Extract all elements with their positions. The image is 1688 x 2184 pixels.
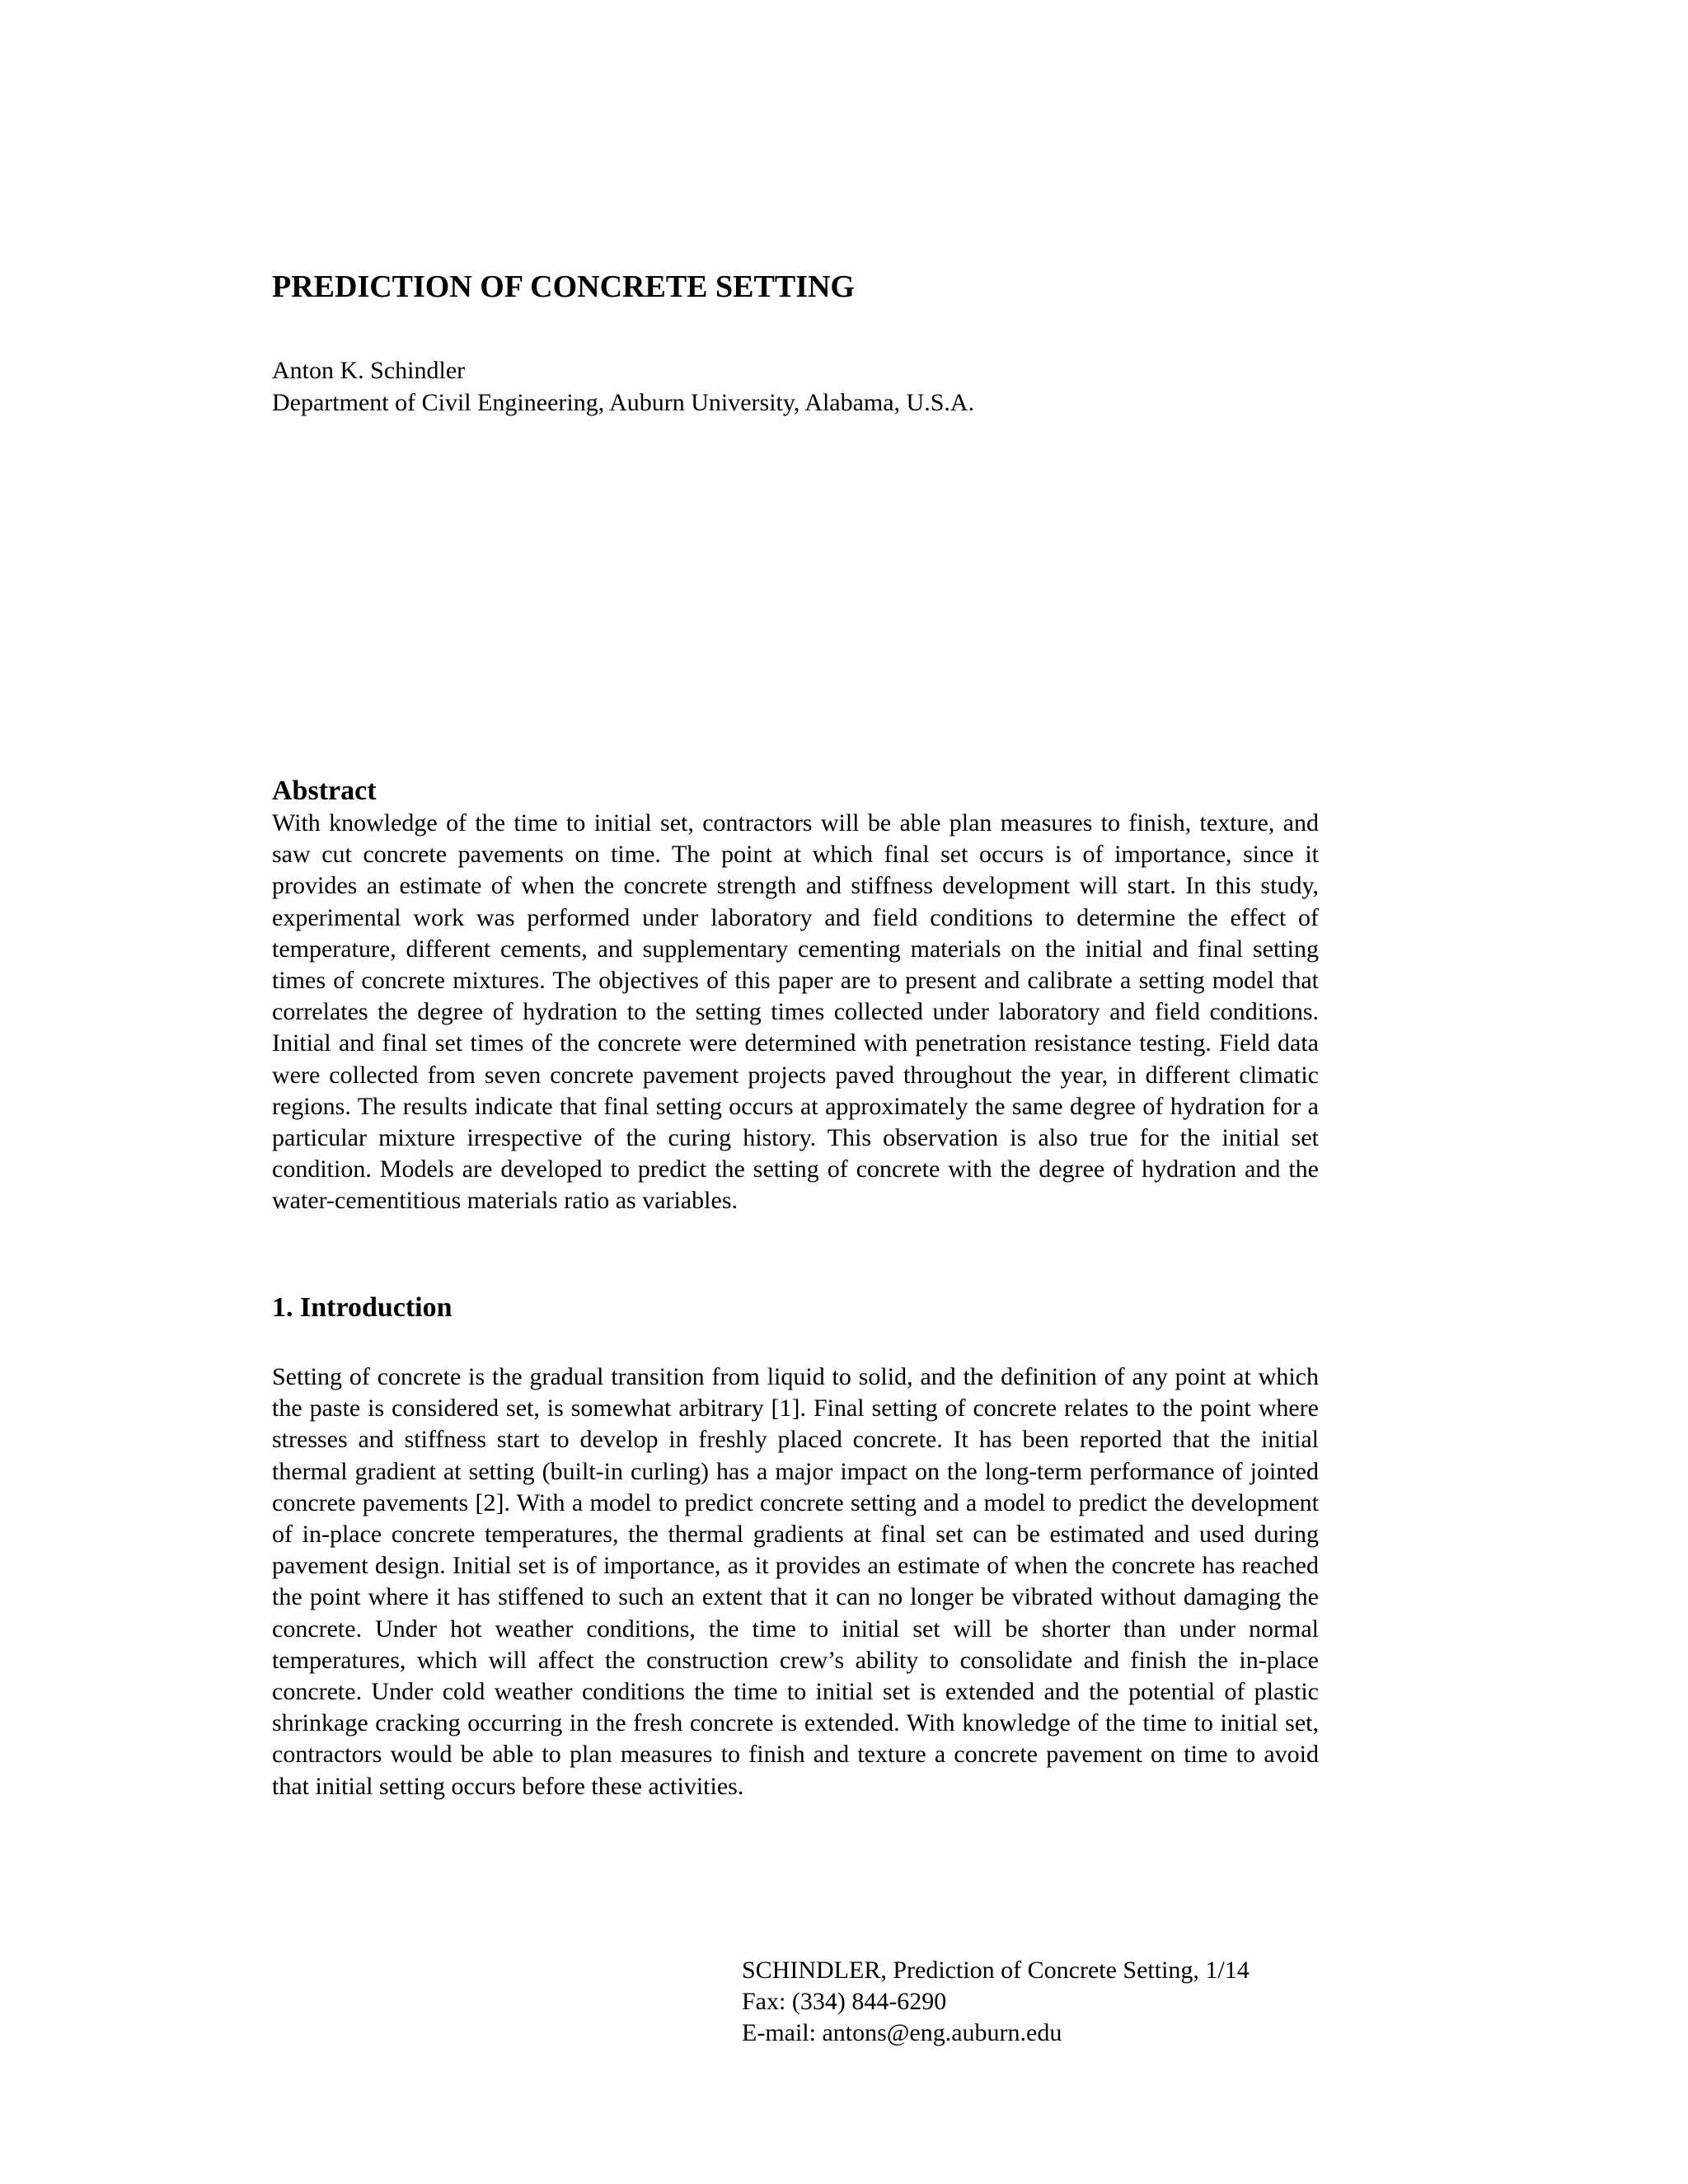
abstract-heading: Abstract — [272, 776, 377, 806]
email-line: E-mail: antons@eng.auburn.edu — [742, 2019, 1062, 2046]
author-affiliation: Department of Civil Engineering, Auburn University, Alabama, U.S.A. — [272, 389, 975, 416]
author-name: Anton K. Schindler — [272, 357, 466, 384]
running-head: SCHINDLER, Prediction of Concrete Setting, 1/14 — [742, 1957, 1250, 1984]
author-block — [272, 354, 974, 419]
fax-line: Fax: (334) 844-6290 — [742, 1988, 947, 2015]
introduction-heading: 1. Introduction — [272, 1292, 452, 1323]
page-footer — [742, 1955, 1250, 2049]
paper-title: PREDICTION OF CONCRETE SETTING — [272, 269, 855, 304]
introduction-paragraph: Setting of concrete is the gradual transition from liquid to solid, and the definition of any point at which the paste is considered set, is somewhat arbitrary [1]. Final setting of concrete relates to the point where stresses and stiffness start to develop in freshly placed concrete. It has been reported that the initial thermal gradient at setting (built-in curling) has a major impact on the long-term performance of jointed concrete pavements [2]. With a model to predict concrete setting and a model to predict the development of in-place concrete temperatures, the thermal gradients at final set can be estimated and used during pavement design. Initial set is of importance, as it provides an estimate of when the concrete has reached the point where it has stiffened to such an extent that it can no longer be vibrated without damaging the concrete. Under hot weather conditions, the time to initial set will be shorter than under normal temperatures, which will affect the construction crew’s ability to consolidate and finish the in-place concrete. Under cold weather conditions the time to initial set is extended and the potential of plastic shrinkage cracking occurring in the fresh concrete is extended. With knowledge of the time to initial set, contractors would be able to plan measures to finish and texture a concrete pavement on time to avoid that initial setting occurs before these activities. — [272, 1363, 1319, 1800]
abstract-paragraph: With knowledge of the time to initial set, contractors will be able plan measures to finish, texture, and saw cut concrete pavements on time. The point at which final set occurs is of importance, since it provides an estimate of when the concrete strength and stiffness development will start. In this study, experimental work was performed under laboratory and field conditions to determine the effect of temperature, different cements, and supplementary cementing materials on the initial and final setting times of concrete mixtures. The objectives of this paper are to present and calibrate a setting model that correlates the degree of hydration to the setting times collected under laboratory and field conditions. Initial and final set times of the concrete were determined with penetration resistance testing. Field data were collected from seven concrete pavement projects paved throughout the year, in different climatic regions. The results indicate that final setting occurs at approximately the same degree of hydration for a particular mixture irrespective of the curing history. This observation is also true for the initial set condition. Models are developed to predict the setting of concrete with the degree of hydration and the water-cementitious materials ratio as variables. — [272, 809, 1319, 1215]
